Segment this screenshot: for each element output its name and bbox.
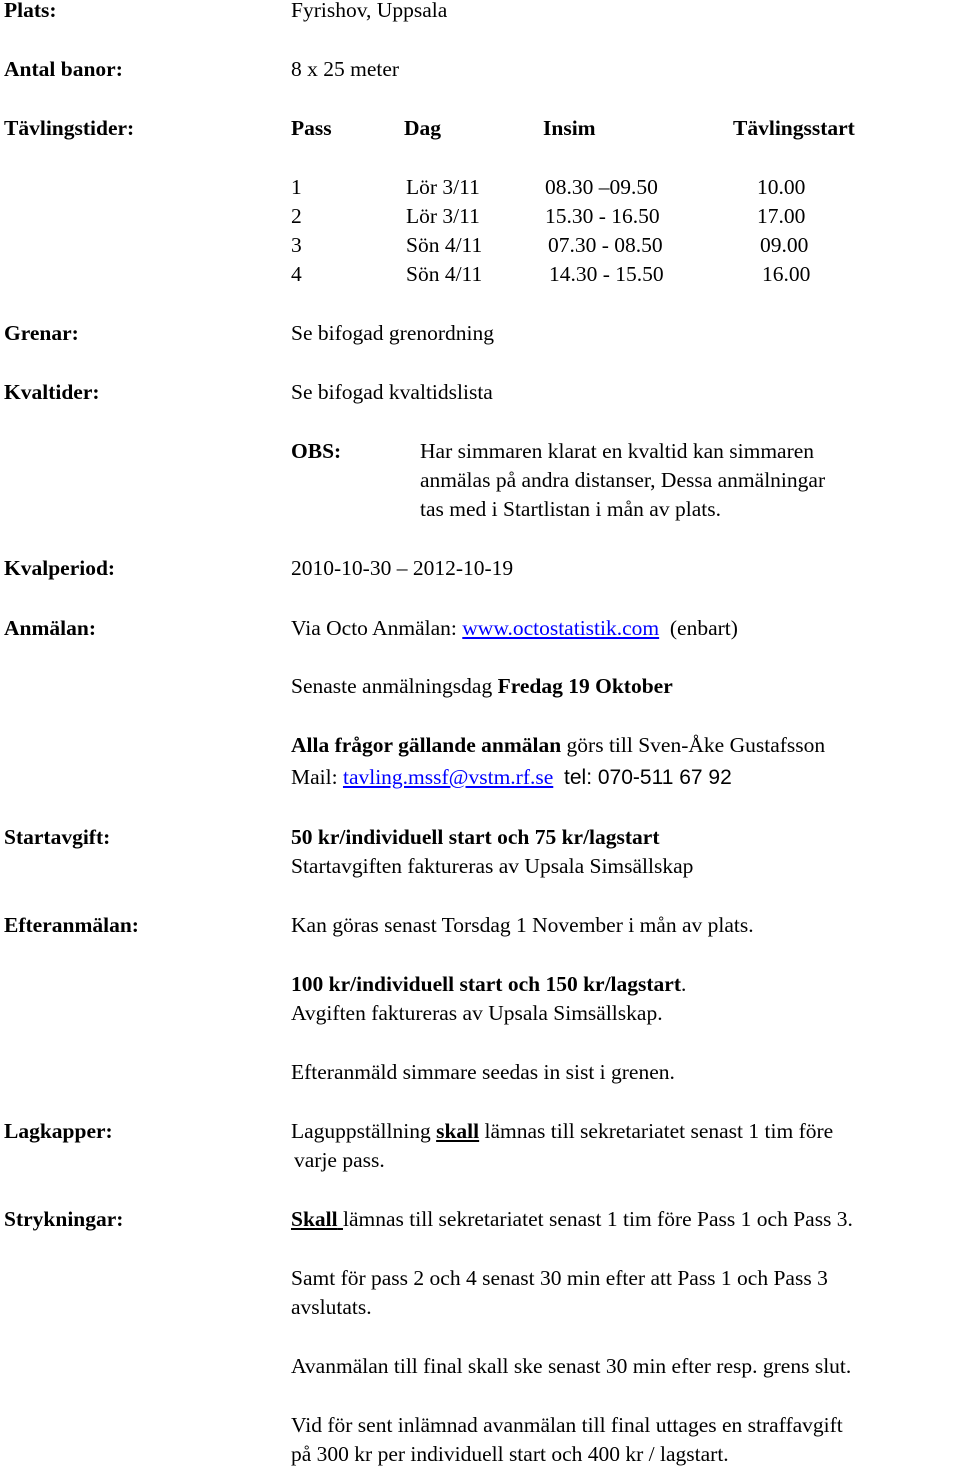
schedule-insim: 08.30 –09.50 bbox=[545, 175, 658, 199]
obs-text-line: tas med i Startlistan i mån av plats. bbox=[420, 497, 721, 521]
efteranmalan-seeding: Efteranmäld simmare seedas in sist i grenen. bbox=[291, 1060, 675, 1084]
schedule-insim: 14.30 - 15.50 bbox=[549, 262, 664, 286]
schedule-dag: Sön 4/11 bbox=[406, 262, 483, 286]
strykningar-text bbox=[291, 1205, 853, 1234]
label-tavlingstider: Tävlingstider: bbox=[4, 116, 135, 140]
mail-line bbox=[291, 763, 732, 792]
startavgift-fee: 50 kr/individuell start och 75 kr/lagstart bbox=[291, 825, 660, 849]
strykningar-rest: lämnas till sekretariatet senast 1 tim före Pass 1 och Pass 3. bbox=[343, 1207, 853, 1231]
efteranmalan-fee bbox=[291, 970, 686, 999]
label-startavgift: Startavgift: bbox=[4, 825, 111, 849]
schedule-start: 17.00 bbox=[757, 204, 806, 228]
schedule-dag: Lör 3/11 bbox=[406, 175, 480, 199]
fragor-bold: Alla frågor gällande anmälan bbox=[291, 733, 562, 757]
label-strykningar: Strykningar: bbox=[4, 1207, 124, 1231]
schedule-header-dag: Dag bbox=[404, 116, 442, 140]
lagkapper-pre: Laguppställning bbox=[291, 1119, 431, 1143]
strykningar-para4-line1: Vid för sent inlämnad avanmälan till final uttages en straffavgift bbox=[291, 1413, 843, 1437]
label-anmalan: Anmälan: bbox=[4, 616, 96, 640]
lagkapper-skall: skall bbox=[436, 1119, 480, 1143]
label-plats: Plats: bbox=[4, 0, 57, 22]
efteranmalan-fee-dot: . bbox=[681, 972, 687, 996]
label-efteranmalan: Efteranmälan: bbox=[4, 913, 139, 937]
efteranmalan-invoice: Avgiften faktureras av Upsala Simsällskap. bbox=[291, 1001, 663, 1025]
lagkapper-post: lämnas till sekretariatet senast 1 tim före bbox=[484, 1119, 834, 1143]
schedule-dag: Sön 4/11 bbox=[406, 233, 483, 257]
strykningar-para3: Avanmälan till final skall ske senast 30 min efter resp. grens slut. bbox=[291, 1354, 852, 1378]
schedule-pass: 4 bbox=[291, 262, 302, 286]
label-antal-banor: Antal banor: bbox=[4, 57, 123, 81]
value-antal-banor: 8 x 25 meter bbox=[291, 57, 400, 81]
octostatistik-link[interactable]: www.octostatistik.com bbox=[462, 616, 660, 640]
anmalan-via-line bbox=[291, 614, 738, 643]
schedule-start: 16.00 bbox=[762, 262, 811, 286]
anmalan-url-suffix: (enbart) bbox=[669, 616, 738, 640]
schedule-start: 10.00 bbox=[757, 175, 806, 199]
value-kvaltider: Se bifogad kvaltidslista bbox=[291, 380, 493, 404]
schedule-pass: 2 bbox=[291, 204, 302, 228]
schedule-header-pass: Pass bbox=[291, 116, 332, 140]
senaste-prefix: Senaste anmälningsdag bbox=[291, 674, 493, 698]
schedule-pass: 1 bbox=[291, 175, 302, 199]
fragor-line bbox=[291, 731, 825, 760]
schedule-header-tavlingsstart: Tävlingsstart bbox=[733, 116, 855, 140]
label-grenar: Grenar: bbox=[4, 321, 79, 345]
anmalan-via-text: Via Octo Anmälan: bbox=[291, 616, 457, 640]
obs-text-line: Har simmaren klarat en kvaltid kan simmaren bbox=[420, 439, 815, 463]
value-kvalperiod: 2010-10-30 – 2012-10-19 bbox=[291, 556, 514, 580]
mail-link[interactable]: tavling.mssf@vstm.rf.se bbox=[342, 765, 554, 789]
strykningar-para4-line2: på 300 kr per individuell start och 400 kr / lagstart. bbox=[291, 1442, 729, 1466]
schedule-start: 09.00 bbox=[760, 233, 809, 257]
senaste-anmalningsdag bbox=[291, 672, 673, 701]
schedule-insim: 15.30 - 16.50 bbox=[545, 204, 660, 228]
schedule-header-insim: Insim bbox=[543, 116, 596, 140]
label-lagkapper: Lagkapper: bbox=[4, 1119, 113, 1143]
strykningar-skall: Skall bbox=[291, 1207, 338, 1231]
label-kvalperiod: Kvalperiod: bbox=[4, 556, 116, 580]
fragor-contact: görs till Sven-Åke Gustafsson bbox=[566, 733, 826, 757]
tel-text: tel: 070-511 67 92 bbox=[564, 766, 732, 789]
label-kvaltider: Kvaltider: bbox=[4, 380, 100, 404]
efteranmalan-fee-bold: 100 kr/individuell start och 150 kr/lagstart bbox=[291, 972, 681, 996]
schedule-pass: 3 bbox=[291, 233, 302, 257]
schedule-dag: Lör 3/11 bbox=[406, 204, 480, 228]
schedule-insim: 07.30 - 08.50 bbox=[548, 233, 663, 257]
value-grenar: Se bifogad grenordning bbox=[291, 321, 495, 345]
startavgift-invoice: Startavgiften faktureras av Upsala Simsällskap bbox=[291, 854, 694, 878]
obs-text-line: anmälas på andra distanser, Dessa anmälningar bbox=[420, 468, 826, 492]
obs-label: OBS: bbox=[291, 439, 342, 463]
lagkapper-text bbox=[291, 1117, 833, 1146]
senaste-date: Fredag 19 Oktober bbox=[497, 674, 673, 698]
strykningar-para2-line1: Samt för pass 2 och 4 senast 30 min efter att Pass 1 och Pass 3 bbox=[291, 1266, 828, 1290]
value-plats: Fyrishov, Uppsala bbox=[291, 0, 448, 22]
lagkapper-line2: varje pass. bbox=[294, 1148, 385, 1172]
efteranmalan-deadline: Kan göras senast Torsdag 1 November i mån av plats. bbox=[291, 913, 754, 937]
strykningar-para2-line2: avslutats. bbox=[291, 1295, 372, 1319]
mail-label: Mail: bbox=[291, 765, 338, 789]
